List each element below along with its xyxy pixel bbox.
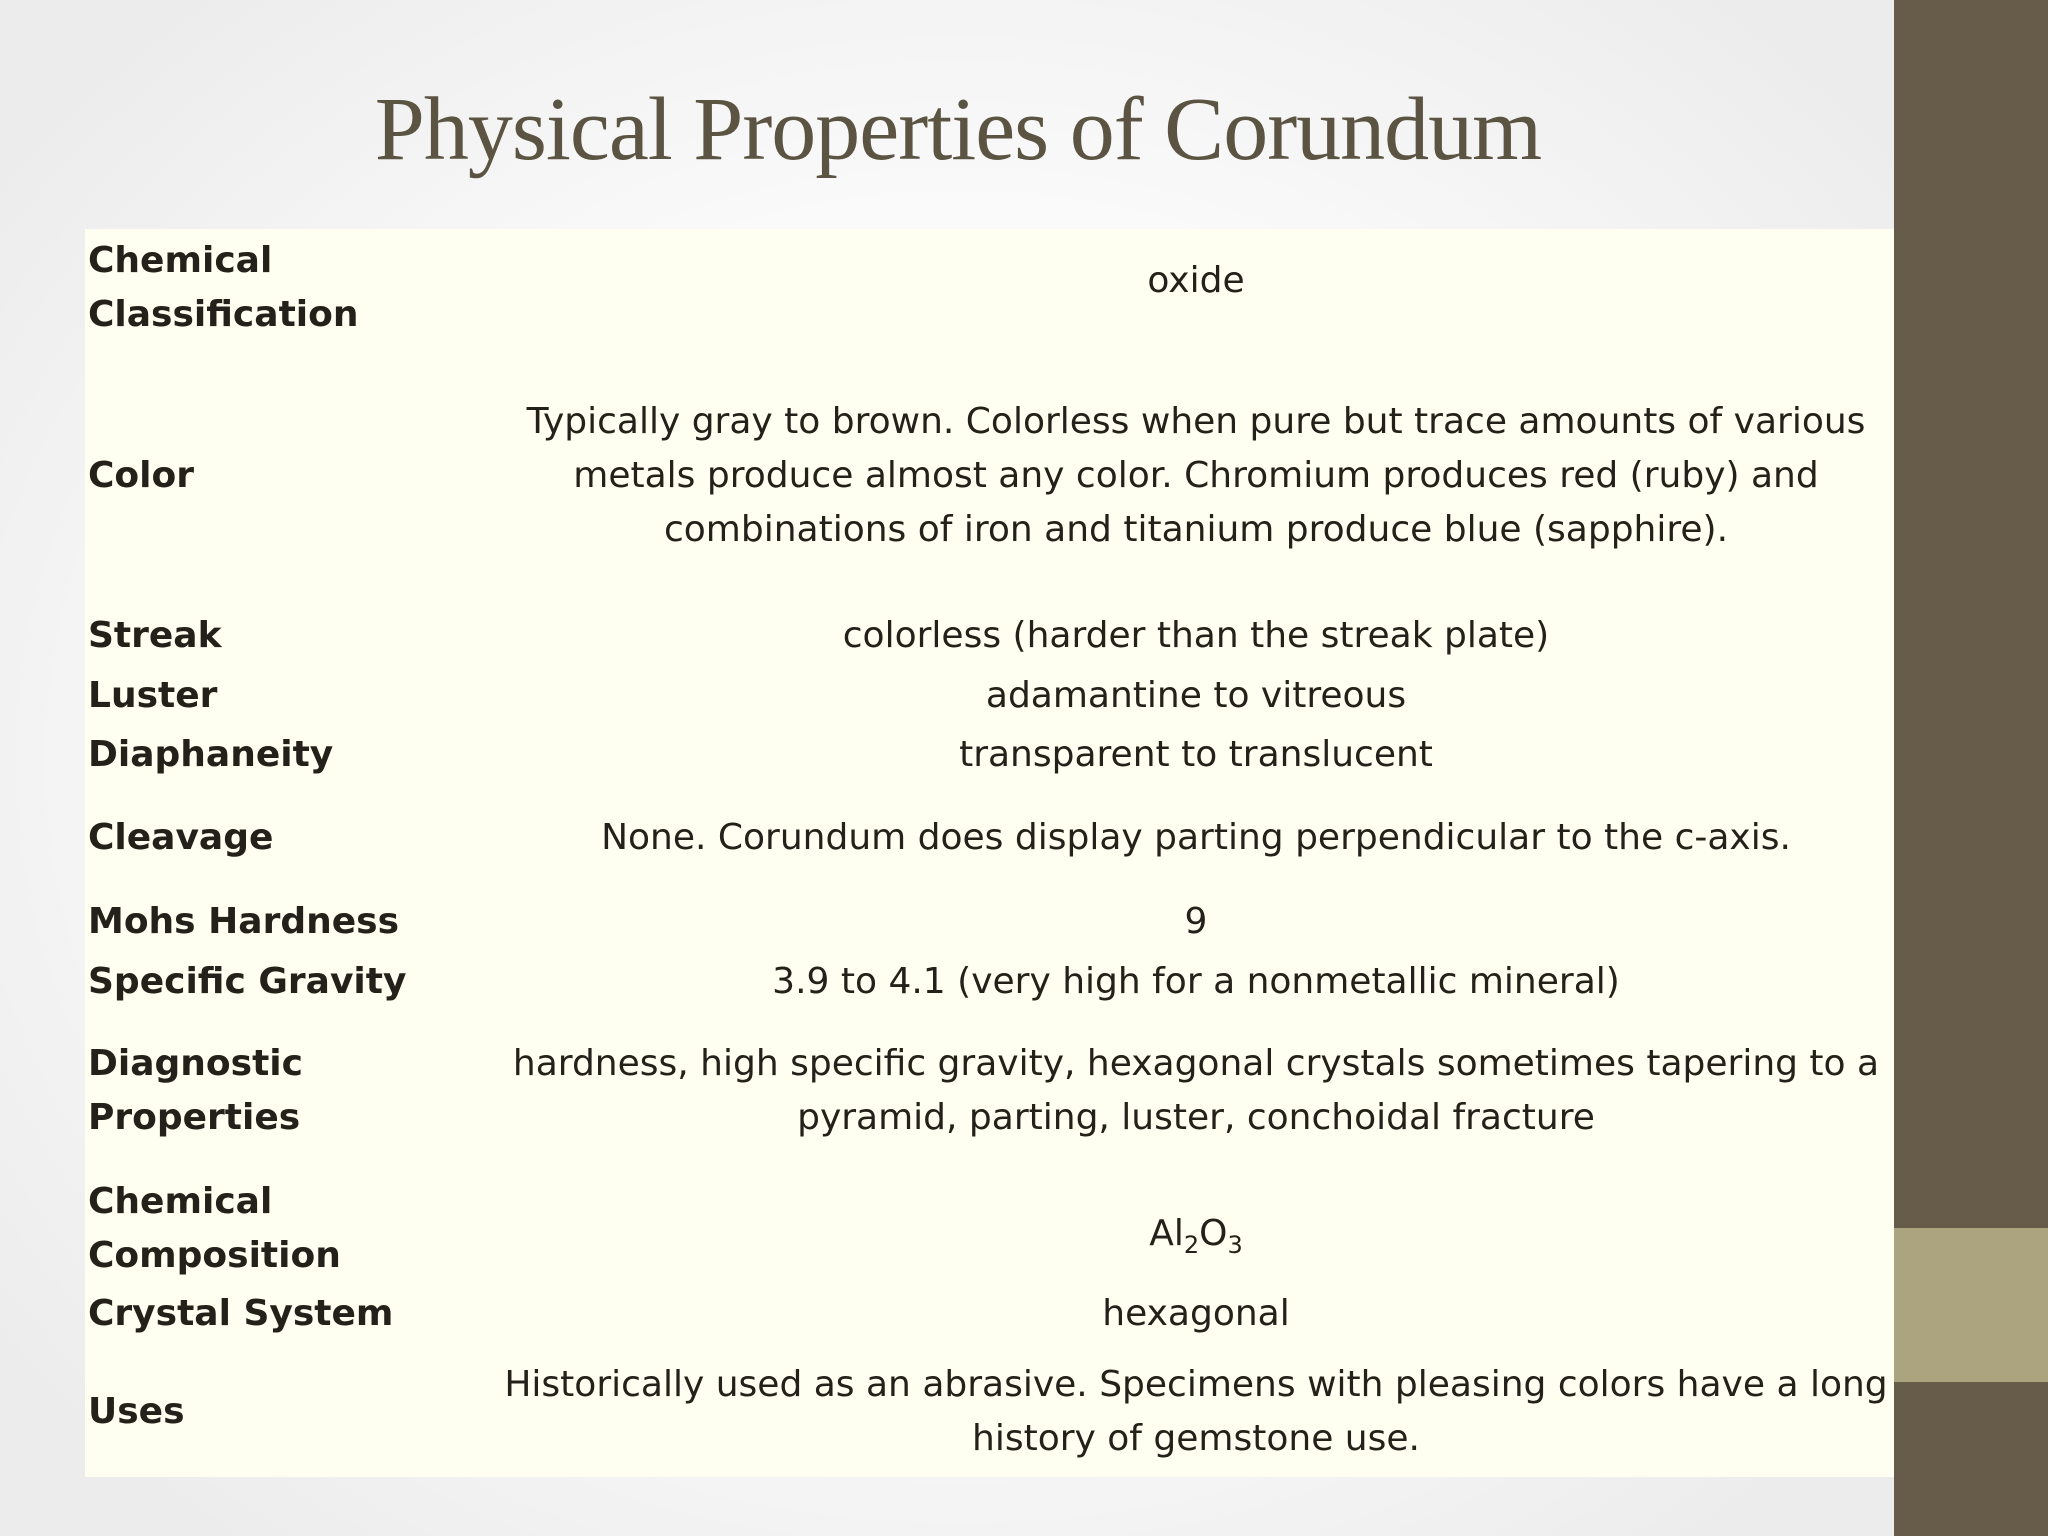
chemical-formula	[1149, 1207, 1243, 1261]
property-value-color	[498, 395, 1894, 557]
property-value-chemical-composition	[498, 1175, 1894, 1283]
property-label-uses: Uses	[88, 1391, 185, 1432]
property-label-diaphaneity: Diaphaneity	[88, 734, 334, 775]
property-label-streak: Streak	[88, 615, 222, 656]
slide-title: Physical Properties of Corundum	[374, 80, 1542, 179]
property-value-uses	[498, 1358, 1894, 1466]
property-value-text: Typically gray to brown. Colorless when pure but trace amounts of various metals produce almost any color. Chromium produces red (ruby) and combinations of iron and titanium produce blue (sapphire).	[526, 401, 1866, 550]
formula-subscript-3: 3	[1227, 1231, 1243, 1259]
property-value-cleavage: None. Corundum does display parting perpendicular to the c-axis.	[601, 817, 1791, 858]
property-value-crystal-system: hexagonal	[1102, 1293, 1290, 1334]
sidebar-accent-block	[1894, 1228, 2048, 1382]
property-value-luster: adamantine to vitreous	[985, 675, 1407, 716]
property-label-cleavage: Cleavage	[88, 817, 274, 858]
formula-element-o: O	[1199, 1213, 1228, 1254]
property-value-specific-gravity: 3.9 to 4.1 (very high for a nonmetallic mineral)	[772, 961, 1620, 1002]
property-value-text: oxide	[1147, 260, 1245, 301]
property-label-chemical-classification: Chemical Classification	[88, 240, 359, 335]
property-value-chemical-classification	[498, 234, 1894, 342]
property-label-diagnostic-properties: Diagnostic Properties	[88, 1043, 303, 1138]
formula-element-al: Al	[1149, 1213, 1184, 1254]
property-label-specific-gravity: Specific Gravity	[88, 961, 407, 1002]
property-label-crystal-system: Crystal System	[88, 1293, 394, 1334]
property-label-mohs-hardness: Mohs Hardness	[88, 901, 399, 942]
property-value-mohs-hardness: 9	[1184, 901, 1208, 942]
property-label-color: Color	[88, 455, 194, 496]
property-value-diaphaneity: transparent to translucent	[959, 734, 1433, 775]
property-value-streak: colorless (harder than the streak plate)	[842, 615, 1550, 656]
property-value-text: hardness, high specific gravity, hexagonal crystals sometimes tapering to a pyramid, parting, luster, conchoidal fracture	[512, 1043, 1880, 1138]
property-label-luster: Luster	[88, 675, 218, 716]
formula-subscript-2: 2	[1183, 1231, 1200, 1259]
property-value-text: Historically used as an abrasive. Specimens with pleasing colors have a long history of gemstone use.	[504, 1364, 1888, 1459]
property-label-chemical-composition: Chemical Composition	[88, 1181, 341, 1276]
property-value-diagnostic-properties	[498, 1037, 1894, 1145]
